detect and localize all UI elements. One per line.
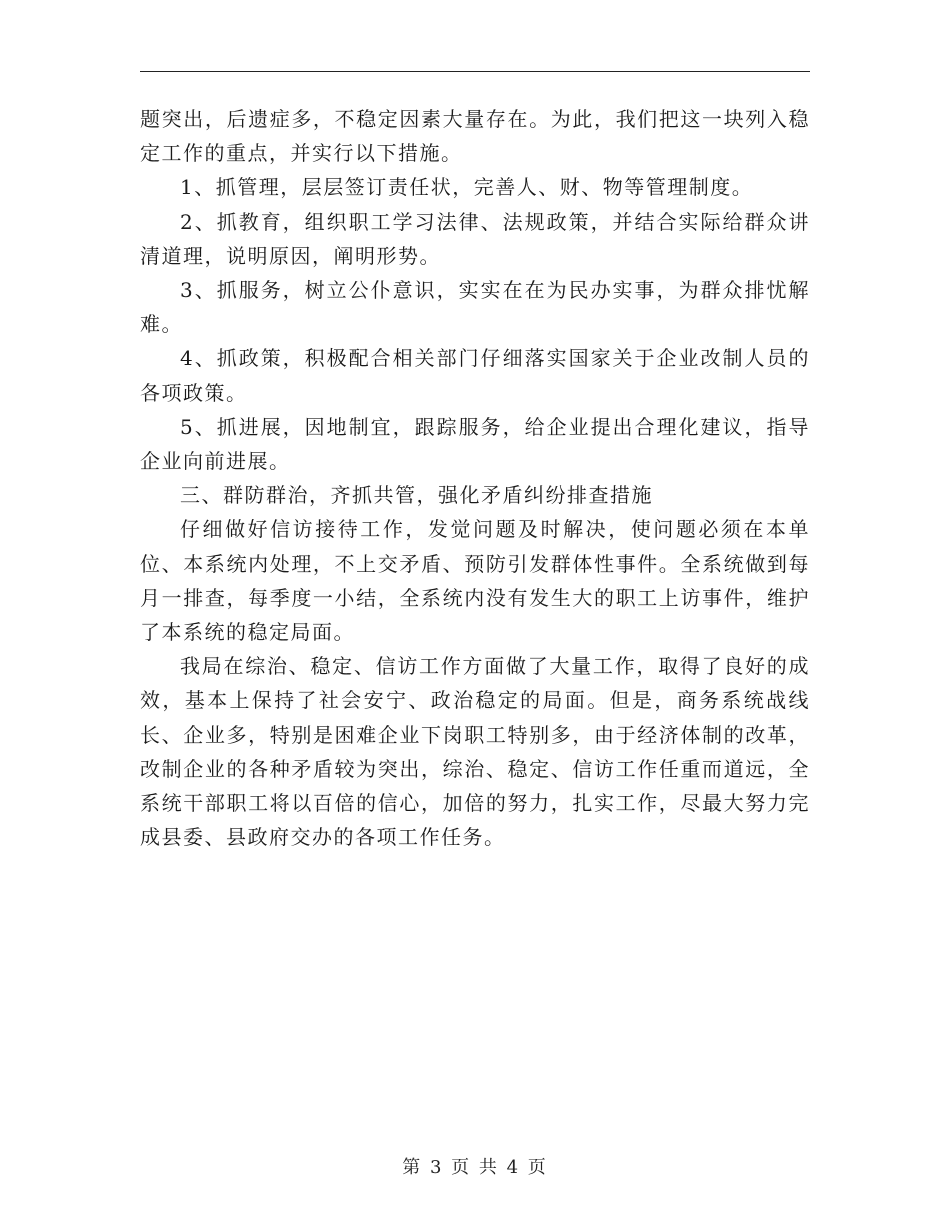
header-rule [140, 71, 810, 72]
paragraph-4: 3、抓服务，树立公仆意识，实实在在为民办实事，为群众排忧解难。 [140, 278, 810, 337]
document-body [140, 102, 810, 854]
paragraph-5: 4、抓政策，积极配合相关部门仔细落实国家关于企业改制人员的各项政策。 [140, 346, 810, 405]
paragraph-3: 2、抓教育，组织职工学习法律、法规政策，并结合实际给群众讲清道理，说明原因，阐明形势。 [140, 209, 810, 268]
paragraph-8: 我局在综治、稳定、信访工作方面做了大量工作，取得了良好的成效，基本上保持了社会安宁、政治稳定的局面。但是，商务系统战线长、企业多，特别是困难企业下岗职工特别多，由于经济体制的改革，改制企业的各种矛盾较为突出，综治、稳定、信访工作任重而道远，全系统干部职工将以百倍的信心，加倍的努力，扎实工作，尽最大努力完成县委、县政府交办的各项工作任务。 [140, 654, 810, 850]
paragraph-2: 1、抓管理，层层签订责任状，完善人、财、物等管理制度。 [180, 175, 754, 200]
paragraph-1: 题突出，后遗症多，不稳定因素大量存在。为此，我们把这一块列入稳定工作的重点，并实行以下措施。 [140, 107, 810, 166]
paragraph-7: 仔细做好信访接待工作，发觉问题及时解决，使问题必须在本单位、本系统内处理，不上交矛盾、预防引发群体性事件。全系统做到每月一排查，每季度一小结，全系统内没有发生大的职工上访事件，维护了本系统的稳定局面。 [140, 517, 810, 645]
paragraph-6: 5、抓进展，因地制宜，跟踪服务，给企业提出合理化建议，指导企业向前进展。 [140, 414, 810, 474]
page-number-footer: 第 3 页 共 4 页 [402, 1157, 548, 1178]
section-heading-3: 三、群防群治，齐抓共管，强化矛盾纠纷排查措施 [180, 483, 653, 508]
